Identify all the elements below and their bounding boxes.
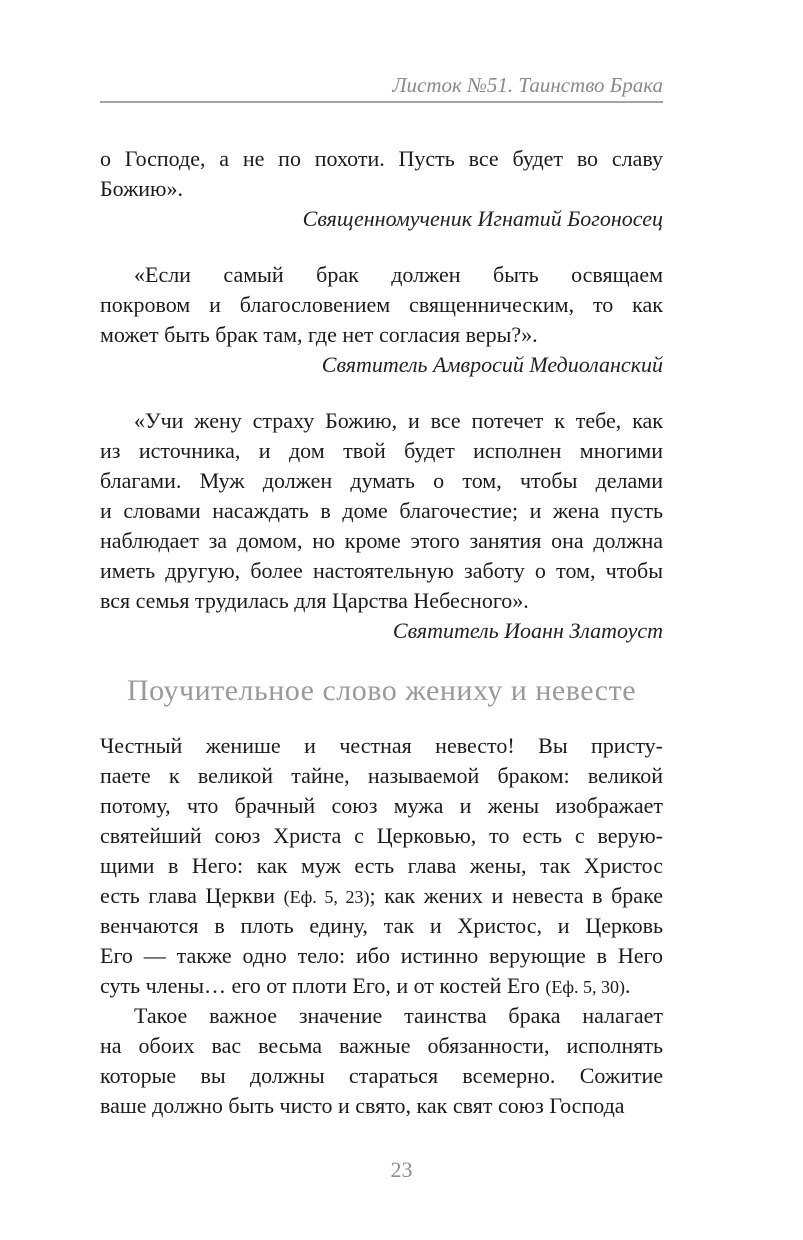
text-line: Честный женише и честная невесто! Вы присту- bbox=[100, 733, 663, 758]
text-line: наблюдает за домом, но кроме этого занятия она должна bbox=[100, 528, 663, 553]
section-heading: Поучительное слово жениху и невесте bbox=[126, 674, 637, 707]
paragraph bbox=[100, 731, 663, 1001]
text-line: «Если самый брак должен быть освящаем bbox=[134, 262, 663, 287]
text-line: святейший союз Христа с Церковью, то есть с верую- bbox=[100, 823, 663, 848]
text-line: «Учи жену страху Божию, и все потечет к тебе, как bbox=[134, 408, 663, 433]
text-line: ваше должно быть чисто и свято, как свят союз Господа bbox=[100, 1093, 625, 1118]
scripture-reference: (Еф. 5, 23) bbox=[283, 887, 370, 907]
text-line: покровом и благословением священническим, то как bbox=[100, 292, 663, 317]
text-line: на обоих вас весьма важные обязанности, исполнять bbox=[100, 1033, 663, 1058]
quote-attribution: Святитель Иоанн Златоуст bbox=[392, 618, 663, 643]
text-line: щими в Него: как муж есть глава жены, так Христос bbox=[100, 853, 663, 878]
text-line: Такое важное значение таинства брака налагает bbox=[134, 1003, 663, 1028]
content-column bbox=[100, 0, 663, 1121]
text-line: Его — также одно тело: ибо истинно верующие в Него bbox=[100, 943, 663, 968]
paragraph bbox=[100, 144, 663, 204]
paragraph bbox=[100, 406, 663, 616]
paragraph bbox=[100, 1001, 663, 1121]
header-rule bbox=[100, 101, 663, 103]
quote-attribution: Святитель Амвросий Медиоланский bbox=[321, 352, 663, 377]
paragraph bbox=[100, 260, 663, 350]
text-line: Божию». bbox=[100, 176, 183, 201]
text-line: и словами насаждать в доме благочестие; и жена пусть bbox=[100, 498, 663, 523]
text-body bbox=[100, 144, 663, 1121]
text-line: потому, что брачный союз мужа и жены изображает bbox=[100, 793, 663, 818]
text-line: о Господе, а не по похоти. Пусть все будет во славу bbox=[100, 146, 663, 171]
page-number: 23 bbox=[390, 1157, 413, 1182]
text-line: из источника, и дом твой будет исполнен многими bbox=[100, 438, 663, 463]
text-line: может быть брак там, где нет согласия веры?». bbox=[100, 322, 538, 347]
text-line: есть глава Церкви (Еф. 5, 23); как жених и невеста в браке bbox=[100, 883, 663, 908]
running-header: Листок №51. Таинство Брака bbox=[392, 73, 663, 97]
text-line: которые вы должны стараться всемерно. Сожитие bbox=[100, 1063, 663, 1088]
text-line: суть члены… его от плоти Его, и от костей Его (Еф. 5, 30). bbox=[100, 973, 631, 998]
text-line: иметь другую, более настоятельную заботу о том, чтобы bbox=[100, 558, 663, 583]
text-line: вся семья трудилась для Царства Небесного». bbox=[100, 588, 529, 613]
text-line: венчаются в плоть едину, так и Христос, и Церковь bbox=[100, 913, 663, 938]
text-line: паете к великой тайне, называемой браком: великой bbox=[100, 763, 663, 788]
scripture-reference: (Еф. 5, 30) bbox=[545, 977, 626, 997]
quote-attribution: Священномученик Игнатий Богоносец bbox=[302, 206, 663, 231]
text-line: благами. Муж должен думать о том, чтобы делами bbox=[100, 468, 663, 493]
